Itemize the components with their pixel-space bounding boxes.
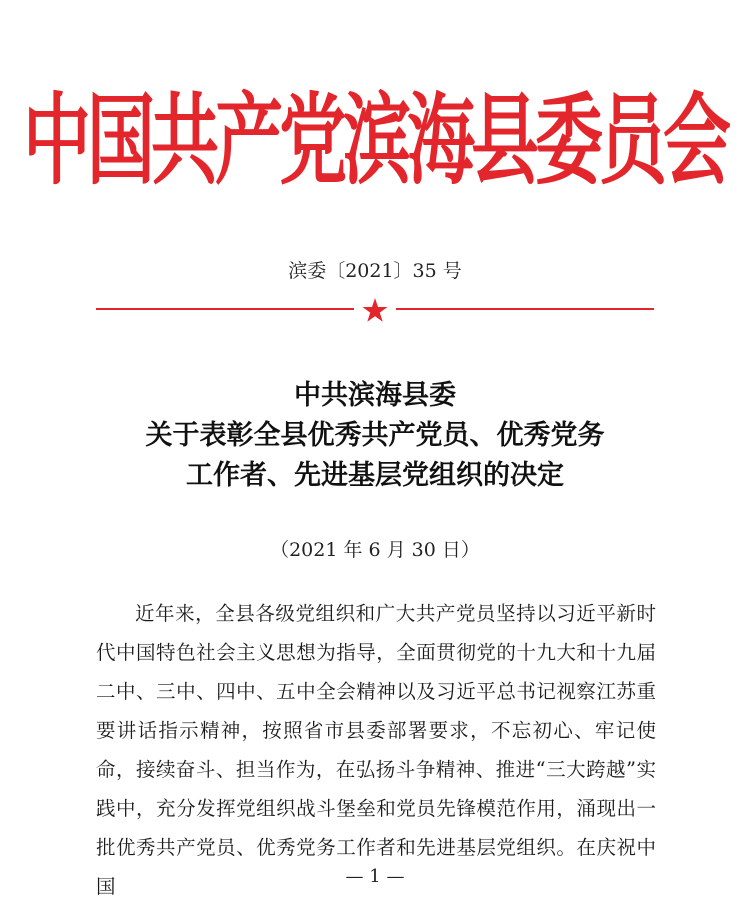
masthead: 中国共产党滨海县委员会 <box>22 83 727 200</box>
star-icon <box>362 297 388 323</box>
red-divider-right-line <box>396 308 654 310</box>
red-divider-left-line <box>96 308 354 310</box>
page-number: — 1 — <box>345 866 405 887</box>
document-body <box>96 594 656 906</box>
document-number: 滨委〔2021〕35 号 <box>288 260 462 282</box>
red-divider <box>96 303 654 317</box>
title-line-1: 中共滨海县委 <box>294 380 456 411</box>
title-line-3: 工作者、先进基层党组织的决定 <box>186 460 564 491</box>
document-title <box>0 376 750 496</box>
body-paragraph: 近年来，全县各级党组织和广大共产党员坚持以习近平新时代中国特色社会主义思想为指导，全面贯彻党的十九大和十九届二中、三中、四中、五中全会精神以及习近平总书记视察江苏重要讲话指示精神，按照省市县委部署要求，不忘初心、牢记使命，接续奋斗、担当作为，在弘扬斗争精神、推进“三大跨越”实践中，充分发挥党组织战斗堡垒和党员先锋模范作用，涌现出一批优秀共产党员、优秀党务工作者和先进基层党组织。在庆祝中国 <box>96 602 656 898</box>
document-date: （2021 年 6 月 30 日） <box>270 539 480 561</box>
title-line-2: 关于表彰全县优秀共产党员、优秀党务 <box>145 420 605 451</box>
